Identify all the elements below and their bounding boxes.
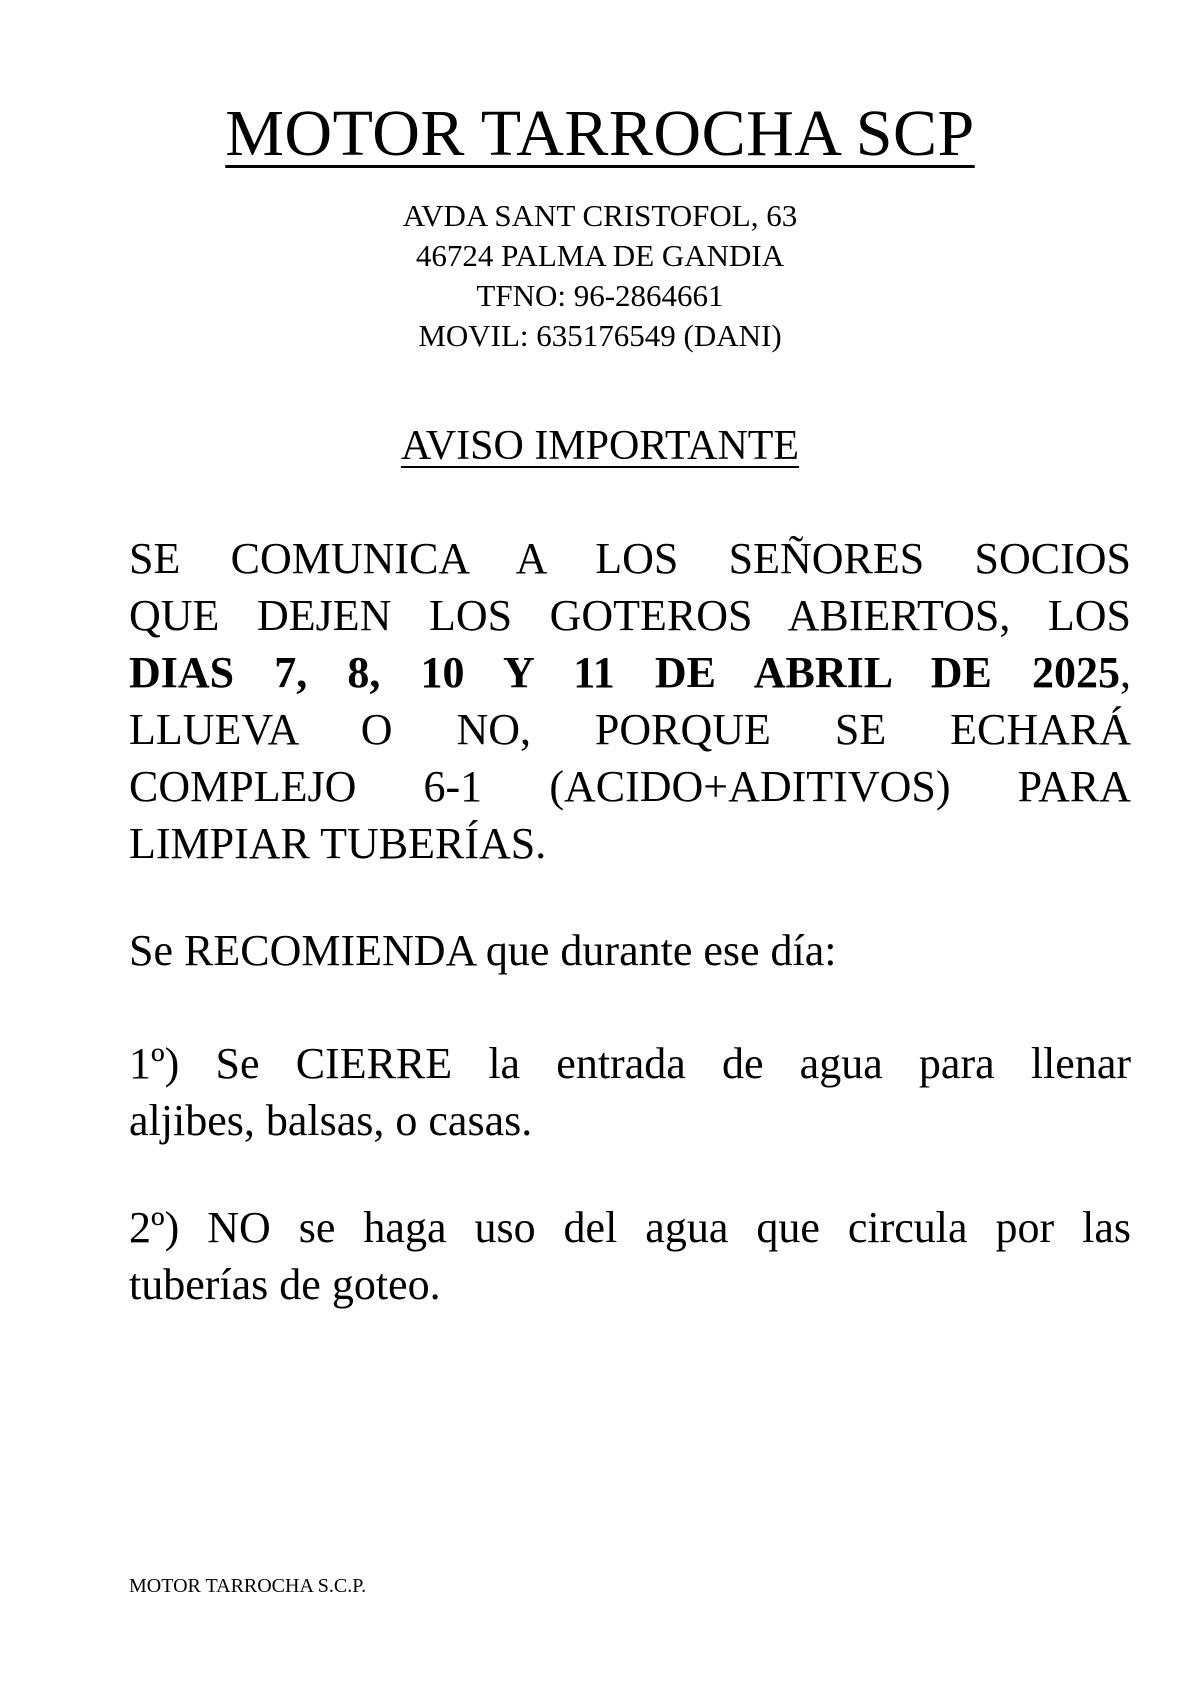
recommendation-intro: Se RECOMIENDA que durante ese día: — [129, 926, 837, 975]
recommendation-item-2 — [129, 1199, 1131, 1313]
recommendation-item-line: tuberías de goteo. — [129, 1260, 441, 1309]
announcement-line: QUE DEJEN LOS GOTEROS ABIERTOS, LOS — [129, 591, 1131, 640]
company-title-text: MOTOR TARROCHA SCP — [225, 97, 975, 170]
announcement-dates-punct: , — [1120, 648, 1131, 697]
announcement-line: SE COMUNICA A LOS SEÑORES SOCIOS — [129, 534, 1131, 583]
announcement-dates-line — [129, 644, 1131, 701]
announcement-line: LIMPIAR TUBERÍAS. — [129, 819, 547, 868]
footer-company-name: MOTOR TARROCHA S.C.P. — [129, 1575, 367, 1597]
address-city: 46724 PALMA DE GANDIA — [415, 238, 785, 273]
mobile-number: MOVIL: 635176549 (DANI) — [418, 318, 782, 353]
announcement-paragraph — [129, 530, 1131, 872]
announcement-dates: DIAS 7, 8, 10 Y 11 DE ABRIL DE 2025 — [129, 648, 1120, 697]
notice-heading-text: AVISO IMPORTANTE — [400, 423, 800, 469]
announcement-line: COMPLEJO 6-1 (ACIDO+ADITIVOS) PARA — [129, 762, 1131, 811]
recommendation-item-line: 1º) Se CIERRE la entrada de agua para llenar — [129, 1039, 1131, 1088]
notice-heading — [0, 420, 1200, 472]
address-street: AVDA SANT CRISTOFOL, 63 — [402, 198, 798, 233]
company-address-block — [0, 196, 1200, 356]
recommendation-item-line: aljibes, balsas, o casas. — [129, 1096, 533, 1145]
phone-number: TFNO: 96-2864661 — [476, 278, 724, 313]
recommendation-item-line: 2º) NO se haga uso del agua que circula por las — [129, 1203, 1131, 1252]
announcement-line: LLUEVA O NO, PORQUE SE ECHARÁ — [129, 705, 1131, 754]
company-title — [0, 94, 1200, 174]
recommendation-item-1 — [129, 1035, 1131, 1149]
